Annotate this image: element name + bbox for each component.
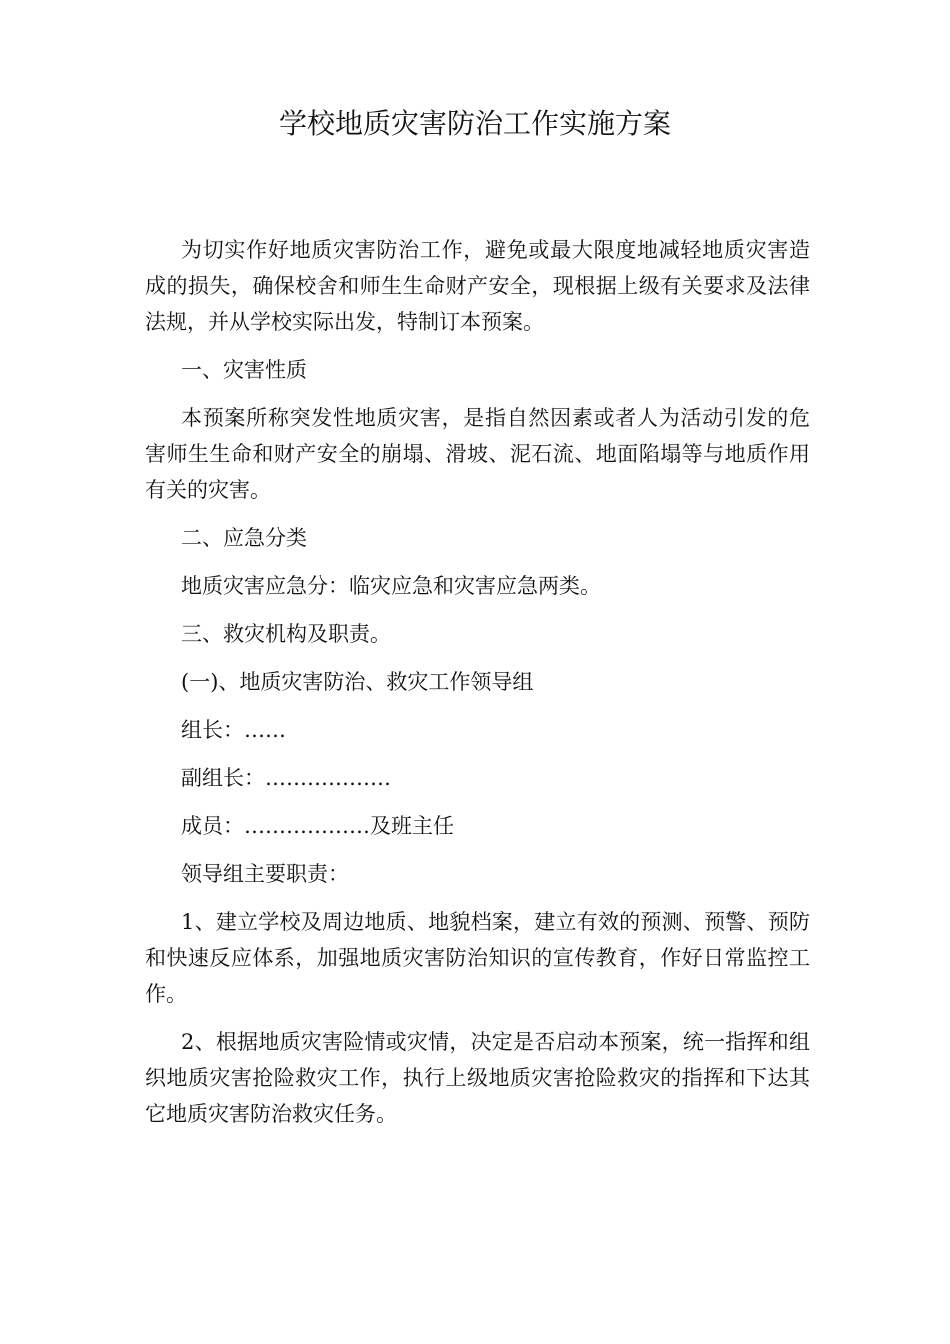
subsection-heading-leading-group: (一)、地质灾害防治、救灾工作领导组 [181,670,534,694]
duty-item-2: 2、根据地质灾害险情或灾情，决定是否启动本预案，统一指挥和组织地质灾害抢险救灾工作，执行上级地质灾害抢险救灾的指挥和下达其它地质灾害防治救灾任务。 [145,1030,810,1126]
disaster-nature-paragraph: 本预案所称突发性地质灾害，是指自然因素或者人为活动引发的危害师生生命和财产安全的崩塌、滑坡、泥石流、地面陷塌等与地质作用有关的灾害。 [145,406,810,502]
emergency-classification-paragraph: 地质灾害应急分：临灾应急和灾害应急两类。 [181,574,601,598]
intro-paragraph: 为切实作好地质灾害防治工作，避免或最大限度地减轻地质灾害造成的损失，确保校舍和师生生命财产安全，现根据上级有关要求及法律法规，并从学校实际出发，特制订本预案。 [145,238,810,334]
duty-item-1: 1、建立学校及周边地质、地貌档案，建立有效的预测、预警、预防和快速反应体系，加强地质灾害防治知识的宣传教育，作好日常监控工作。 [145,910,810,1006]
document-body [145,232,810,1144]
duties-heading: 领导组主要职责： [181,862,349,886]
document-title: 学校地质灾害防治工作实施方案 [278,107,671,140]
deputy-leader-line: 副组长：……………… [181,766,391,790]
members-line: 成员：………………及班主任 [181,814,454,838]
group-leader-line: 组长：…… [181,718,286,742]
section-heading-emergency-classification: 二、应急分类 [181,526,307,550]
section-heading-disaster-nature: 一、灾害性质 [181,358,307,382]
section-heading-relief-organization: 三、救灾机构及职责。 [181,622,391,646]
